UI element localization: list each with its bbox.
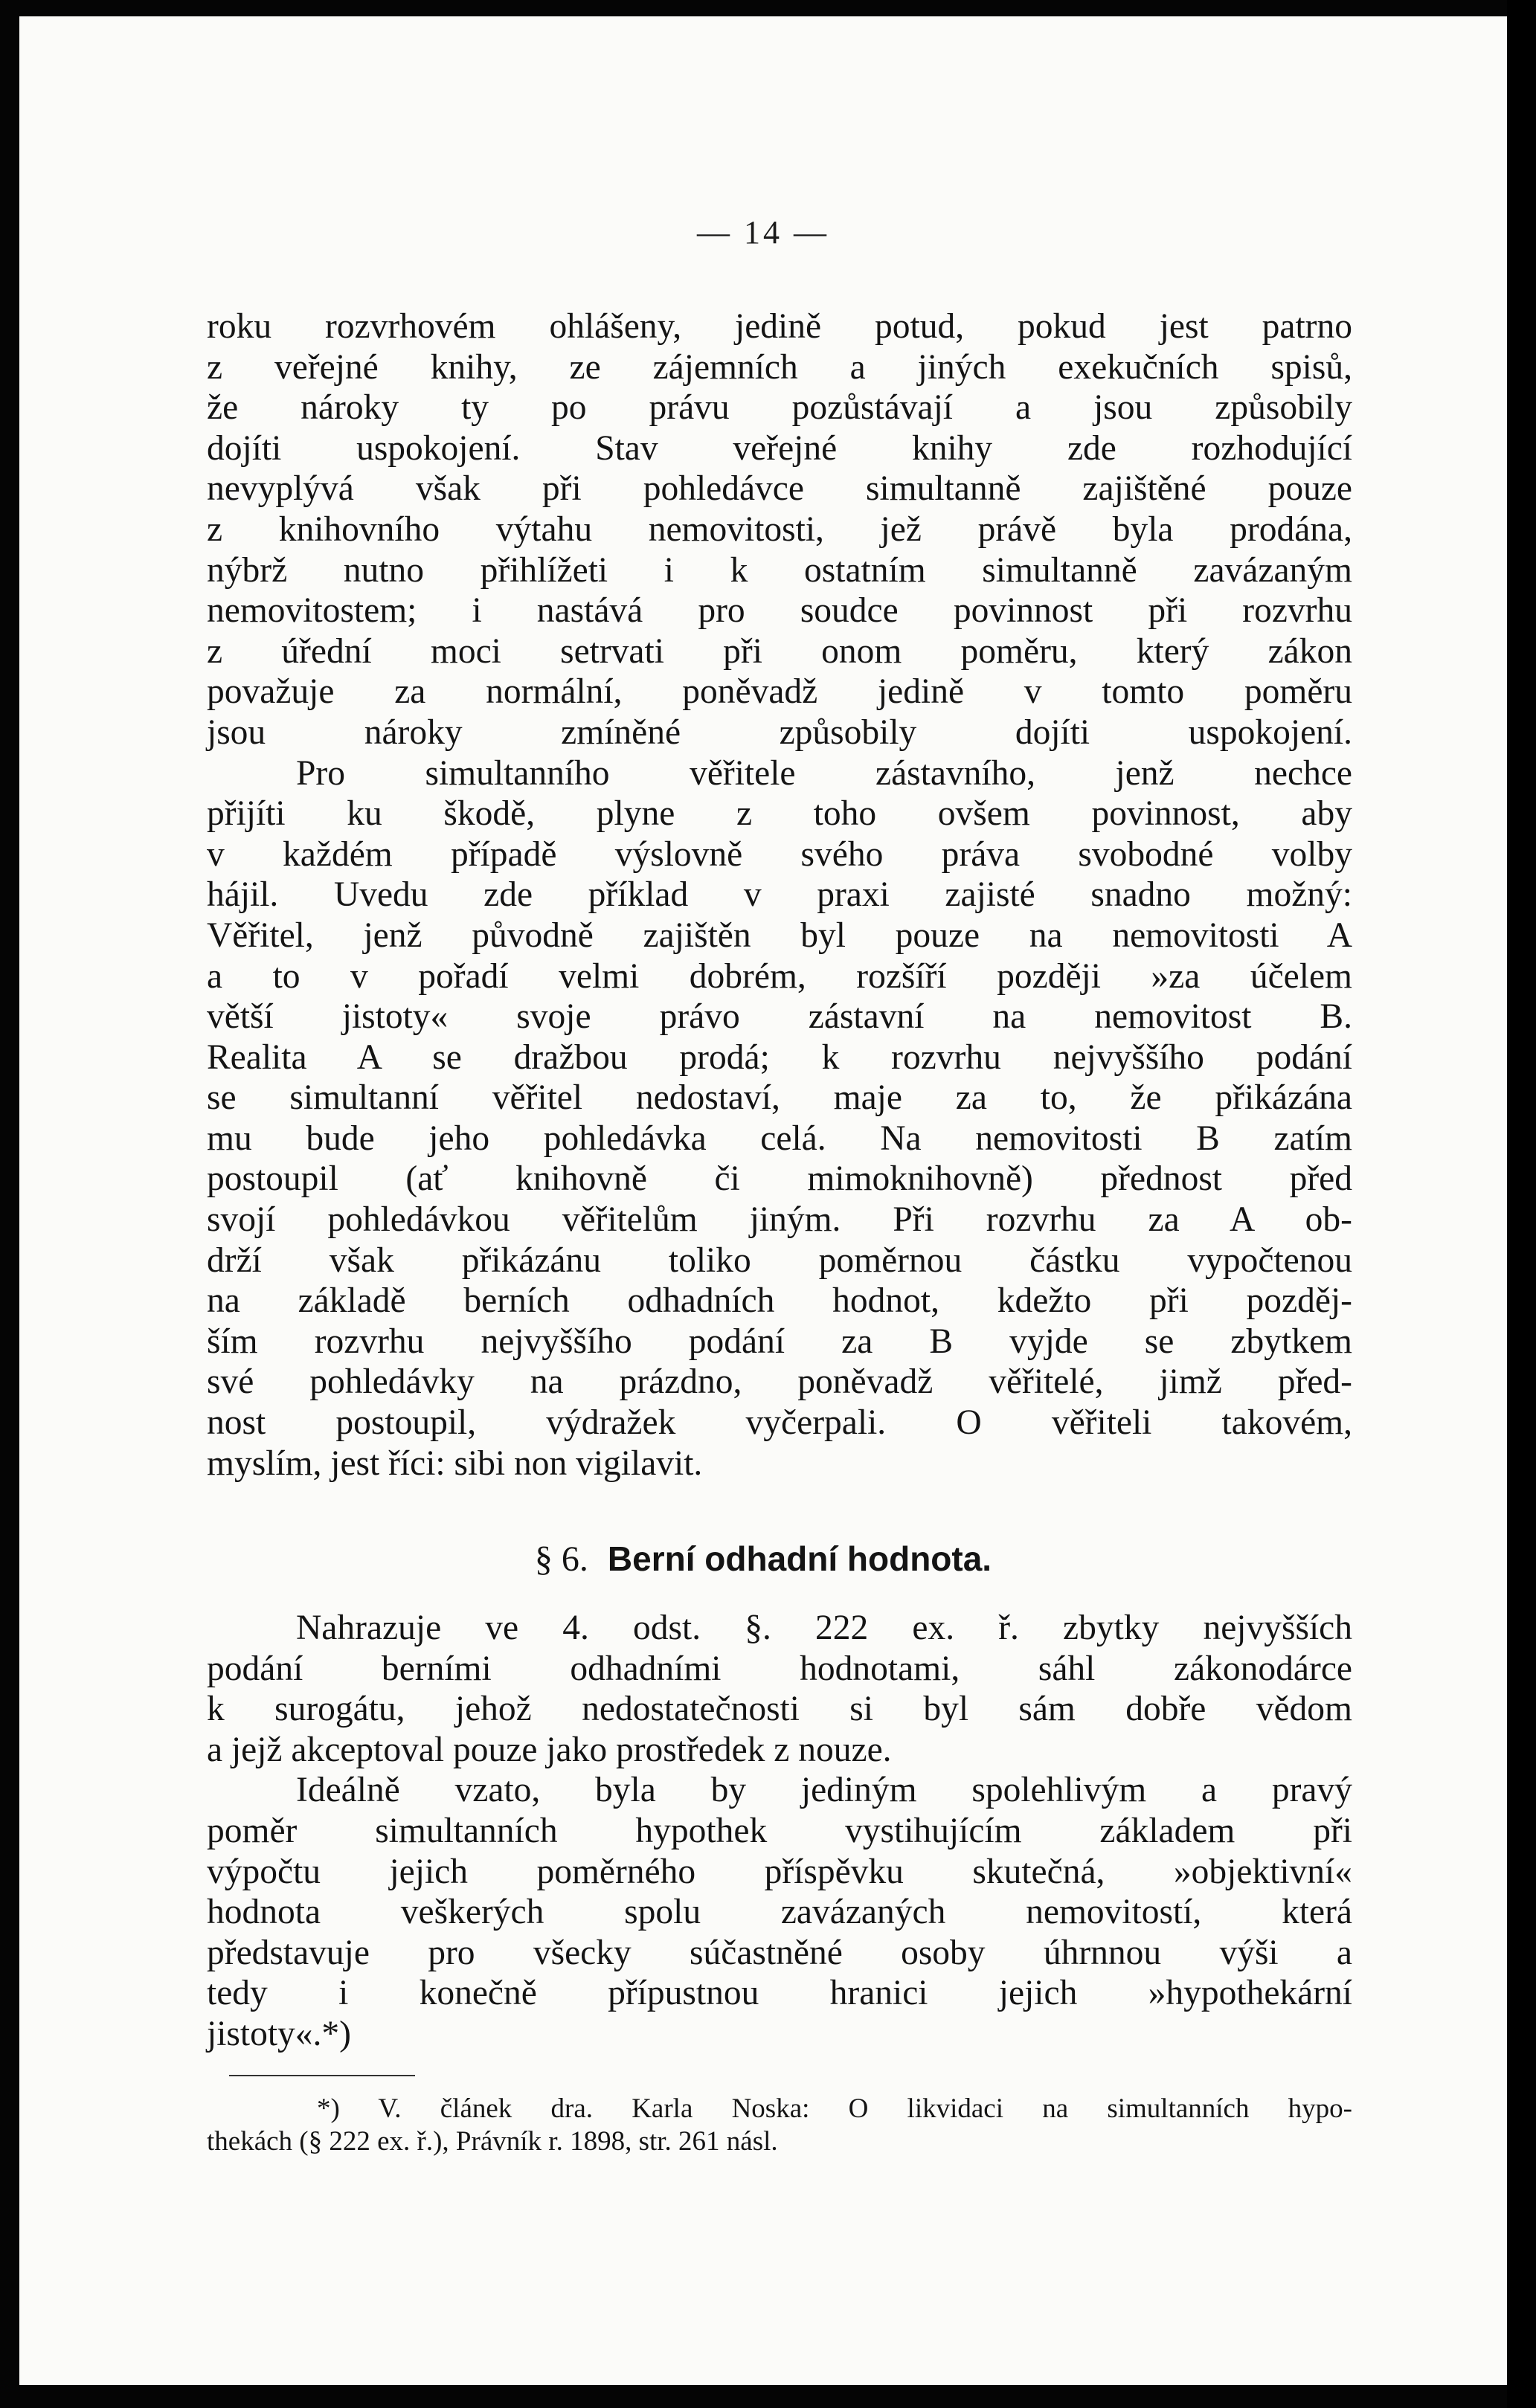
text-line: se simultanní věřitel nedostaví, maje za to, že přikázána (207, 1078, 1352, 1118)
text-line: nost postoupil, výdražek vyčerpali. O věřiteli takovém, (207, 1403, 1352, 1443)
text-line: jistoty«.*) (207, 2014, 351, 2053)
text-line: představuje pro všecky súčastněné osoby úhrnnou výši a (207, 1933, 1352, 1972)
text-line: podání berními odhadními hodnotami, sáhl zákonodárce (207, 1649, 1352, 1688)
footnote-divider (229, 2075, 415, 2076)
footnote-line: thekách (§ 222 ex. ř.), Právník r. 1898, str. 261 násl. (207, 2126, 778, 2157)
text-line: poměr simultanních hypothek vystihujícím základem při (207, 1811, 1352, 1850)
text-line: mu bude jeho pohledávka celá. Na nemovitosti B zatím (207, 1118, 1352, 1158)
text-line: jsou nároky zmíněné způsobily dojíti uspokojení. (207, 712, 1352, 752)
text-line: a jejž akceptoval pouze jako prostředek z nouze. (207, 1730, 892, 1769)
footnote-line: *) V. článek dra. Karla Noska: O likvidaci na simultanních hypo- (317, 2093, 1352, 2124)
page-number: — 14 — (697, 214, 829, 251)
body-text-bottom (207, 1608, 1352, 2055)
scan-border (1507, 0, 1536, 2408)
text-line: větší jistoty« svoje právo zástavní na nemovitost B. (207, 997, 1352, 1037)
text-line: tedy i konečně přípustnou hranici jejich »hypothekární (207, 1974, 1352, 2013)
footnote (207, 2093, 1352, 2158)
text-line: Věřitel, jenž původně zajištěn byl pouze na nemovitosti A (207, 915, 1352, 955)
text-line: z knihovního výtahu nemovitosti, jež právě byla prodána, (207, 509, 1352, 549)
text-line: považuje za normální, poněvadž jedině v tomto poměru (207, 672, 1352, 712)
text-line: na základě berních odhadních hodnot, kdežto při pozděj- (207, 1281, 1352, 1321)
text-line: Pro simultanního věřitele zástavního, jenž nechce (296, 753, 1352, 793)
text-line: dojíti uspokojení. Stav veřejné knihy zde rozhodující (207, 428, 1352, 468)
text-line: že nároky ty po právu pozůstávají a jsou způsobily (207, 388, 1352, 428)
text-line: Realita A se dražbou prodá; k rozvrhu nejvyššího podání (207, 1037, 1352, 1077)
text-line: k surogátu, jehož nedostatečnosti si byl sám dobře vědom (207, 1690, 1352, 1729)
text-line: svojí pohledávkou věřitelům jiným. Při rozvrhu za A ob- (207, 1200, 1352, 1240)
text-line: v každém případě výslovně svého práva svobodné volby (207, 834, 1352, 874)
text-line: hájil. Uvedu zde příklad v praxi zajisté snadno možný: (207, 875, 1352, 915)
text-line: nevyplývá však při pohledávce simultanně zajištěné pouze (207, 469, 1352, 509)
text-line: hodnota veškerých spolu zavázaných nemovitostí, která (207, 1893, 1352, 1932)
text-line: ším rozvrhu nejvyššího podání za B vyjde se zbytkem (207, 1321, 1352, 1361)
body-text-top (207, 306, 1352, 1484)
book-page (19, 16, 1507, 2385)
section-number: § 6. (534, 1539, 588, 1579)
text-line: z úřední moci setrvati při onom poměru, který zákon (207, 631, 1352, 671)
text-line: své pohledávky na prázdno, poněvadž věřitelé, jimž před- (207, 1362, 1352, 1402)
text-line: výpočtu jejich poměrného příspěvku skutečná, »objektivní« (207, 1852, 1352, 1891)
section-title: Berní odhadní hodnota. (607, 1539, 992, 1578)
text-line: nemovitostem; i nastává pro soudce povinnost při rozvrhu (207, 591, 1352, 631)
text-line: myslím, jest říci: sibi non vigilavit. (207, 1443, 703, 1483)
section-heading (19, 1539, 1507, 1580)
text-line: Ideálně vzato, byla by jediným spolehlivým a pravý (296, 1771, 1352, 1810)
text-line: z veřejné knihy, ze zájemních a jiných exekučních spisů, (207, 347, 1352, 387)
text-line: drží však přikázánu toliko poměrnou částku vypočtenou (207, 1240, 1352, 1280)
text-line: přijíti ku škodě, plyne z toho ovšem povinnost, aby (207, 794, 1352, 834)
text-line: roku rozvrhovém ohlášeny, jedině potud, pokud jest patrno (207, 307, 1352, 346)
text-line: a to v pořadí velmi dobrém, rozšíří později »za účelem (207, 956, 1352, 996)
text-line: nýbrž nutno přihlížeti i k ostatním simultanně zavázaným (207, 550, 1352, 590)
text-line: postoupil (ať knihovně či mimoknihovně) přednost před (207, 1159, 1352, 1199)
text-line: Nahrazuje ve 4. odst. §. 222 ex. ř. zbytky nejvyšších (296, 1609, 1352, 1647)
